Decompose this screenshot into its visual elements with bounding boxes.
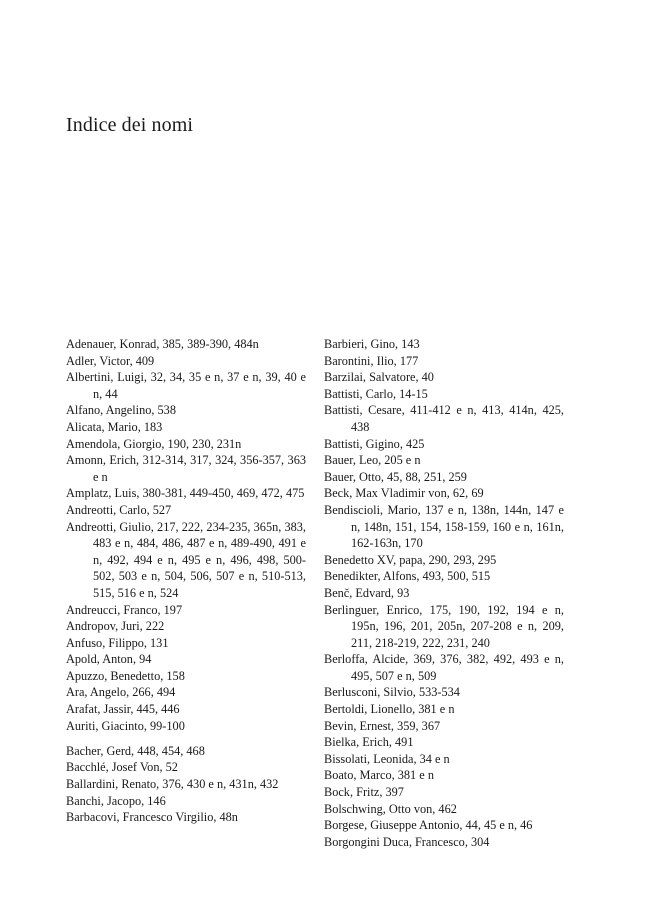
index-entry: Andreotti, Carlo, 527 [66, 502, 172, 517]
index-entry: Adler, Victor, 409 [66, 353, 155, 368]
index-entry: Bevin, Ernest, 359, 367 [324, 718, 441, 733]
index-entry: Banchi, Jacopo, 146 [66, 793, 166, 808]
index-entry: Arafat, Jassir, 445, 446 [66, 702, 180, 717]
index-entry: Barzilai, Salvatore, 40 [324, 370, 434, 385]
index-entry: Bolschwing, Otto von, 462 [324, 801, 457, 816]
index-entry: Apuzzo, Benedetto, 158 [66, 668, 185, 683]
index-entry: Apold, Anton, 94 [66, 652, 152, 667]
index-entry: Beck, Max Vladimir von, 62, 69 [324, 486, 484, 501]
index-entry: Bock, Fritz, 397 [324, 785, 404, 800]
index-entry: Alfano, Angelino, 538 [66, 403, 176, 418]
index-entry: Bendiscioli, Mario, 137 e n, 138n, 144n, 147 e n, 148n, 151, 154, 158-159, 160 e n, 161n, 162-163n, 170 [324, 502, 564, 551]
index-entry: Andreotti, Giulio, 217, 222, 234-235, 365n, 383, 483 e n, 484, 486, 487 e n, 489-490, 491 e n, 492, 494 e n, 495 e n, 496, 498, 500-502, 503 e n, 504, 506, 507 e n, 510-513, 515, 516 e n, 524 [66, 519, 306, 600]
index-entry: Berlusconi, Silvio, 533-534 [324, 685, 460, 700]
index-entry: Borgongini Duca, Francesco, 304 [324, 834, 490, 849]
index-entry: Bacchlé, Josef Von, 52 [66, 760, 178, 775]
index-entry: Bauer, Leo, 205 e n [324, 453, 421, 468]
index-entry: Bielka, Erich, 491 [324, 735, 414, 750]
index-entry: Benedetto XV, papa, 290, 293, 295 [324, 552, 497, 567]
index-column-right [324, 336, 564, 850]
index-entry: Amplatz, Luis, 380-381, 449-450, 469, 472, 475 [66, 486, 305, 501]
index-entry: Albertini, Luigi, 32, 34, 35 e n, 37 e n, 39, 40 e n, 44 [66, 370, 306, 401]
index-entry: Ballardini, Renato, 376, 430 e n, 431n, 432 [66, 776, 279, 791]
index-entry: Anfuso, Filippo, 131 [66, 635, 169, 650]
index-entry: Battisti, Gigino, 425 [324, 436, 425, 451]
index-entry: Bissolati, Leonida, 34 e n [324, 751, 450, 766]
index-entry: Borgese, Giuseppe Antonio, 44, 45 e n, 46 [324, 818, 533, 833]
index-entry: Berloffa, Alcide, 369, 376, 382, 492, 493 e n, 495, 507 e n, 509 [324, 652, 564, 683]
index-entry: Barontini, Ilio, 177 [324, 353, 419, 368]
index-entry: Amendola, Giorgio, 190, 230, 231n [66, 436, 242, 451]
page-title: Indice dei nomi [66, 114, 194, 136]
index-entry: Bauer, Otto, 45, 88, 251, 259 [324, 469, 467, 484]
index-entry: Amonn, Erich, 312-314, 317, 324, 356-357, 363 e n [66, 453, 306, 484]
index-entry: Berlinguer, Enrico, 175, 190, 192, 194 e n, 195n, 196, 201, 205n, 207-208 e n, 209, 211, 218-219, 222, 231, 240 [324, 602, 564, 650]
index-entry: Andropov, Juri, 222 [66, 619, 165, 634]
index-entry: Benč, Edvard, 93 [324, 585, 410, 600]
index-entry: Boato, Marco, 381 e n [324, 768, 434, 783]
index-entry: Andreucci, Franco, 197 [66, 602, 183, 617]
index-entry: Barbieri, Gino, 143 [324, 337, 420, 351]
index-entry: Benedikter, Alfons, 493, 500, 515 [324, 569, 491, 584]
letter-group-gap [66, 734, 306, 743]
index-column-left [66, 336, 306, 826]
index-entry: Alicata, Mario, 183 [66, 419, 163, 434]
index-entry: Battisti, Carlo, 14-15 [324, 386, 428, 401]
index-entry: Battisti, Cesare, 411-412 e n, 413, 414n, 425, 438 [324, 403, 564, 434]
index-entry: Bacher, Gerd, 448, 454, 468 [66, 743, 205, 758]
index-entry: Adenauer, Konrad, 385, 389-390, 484n [66, 337, 259, 351]
index-entry: Ara, Angelo, 266, 494 [66, 685, 176, 700]
index-entry: Barbacovi, Francesco Virgilio, 48n [66, 810, 238, 825]
index-entry: Bertoldi, Lionello, 381 e n [324, 702, 455, 717]
index-entry: Auriti, Giacinto, 99-100 [66, 718, 185, 733]
